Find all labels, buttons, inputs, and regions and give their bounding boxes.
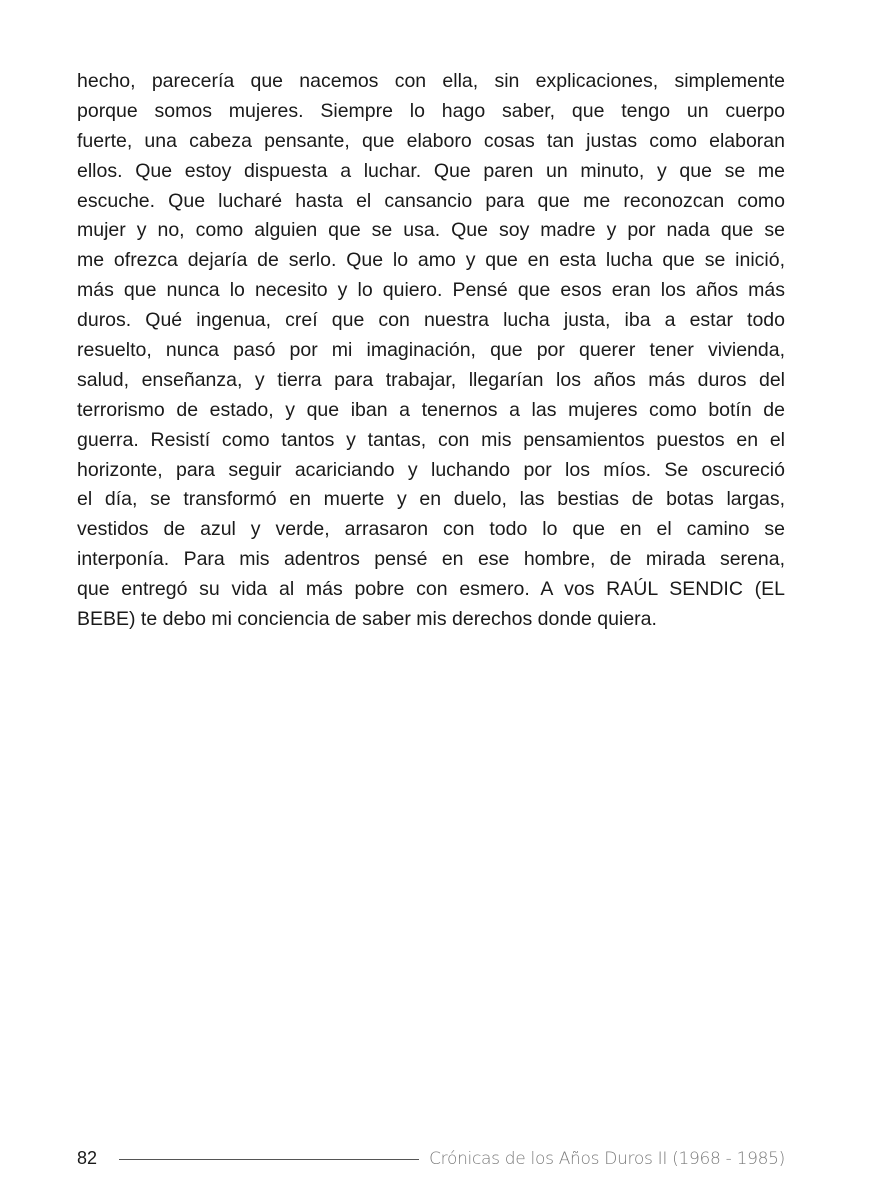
footer-divider [119, 1159, 419, 1160]
text-line: porque somos mujeres. Siempre lo hago saber, que tengo un cuerpo [77, 99, 785, 122]
text-line: terrorismo de estado, y que iban a tenernos a las mujeres como botín de [77, 398, 785, 421]
text-line: fuerte, una cabeza pensante, que elaboro cosas tan justas como elaboran [77, 129, 785, 152]
text-line: el día, se transformó en muerte y en duelo, las bestias de botas largas, [77, 488, 785, 511]
text-line: mujer y no, como alguien que se usa. Que soy madre y por nada que se [77, 219, 785, 242]
text-line: me ofrezca dejaría de serlo. Que lo amo y que en esta lucha que se inició, [77, 249, 785, 272]
page-footer [77, 1143, 785, 1173]
running-title: Crónicas de los Años Duros II (1968 - 1985) [429, 1149, 785, 1169]
text-line: ellos. Que estoy dispuesta a luchar. Que paren un minuto, y que se me [77, 159, 785, 182]
page-number: 82 [77, 1148, 98, 1168]
text-line: duros. Qué ingenua, creí que con nuestra lucha justa, iba a estar todo [77, 309, 785, 332]
text-line: hecho, parecería que nacemos con ella, sin explicaciones, simplemente [77, 70, 785, 92]
text-line: horizonte, para seguir acariciando y luchando por los míos. Se oscureció [77, 458, 785, 481]
text-line: guerra. Resistí como tantos y tantas, con mis pensamientos puestos en el [77, 428, 785, 451]
body-text [77, 67, 785, 635]
text-line-last: BEBE) te debo mi conciencia de saber mis derechos donde quiera. [77, 608, 657, 631]
text-line: interponía. Para mis adentros pensé en ese hombre, de mirada serena, [77, 548, 785, 571]
text-line: más que nunca lo necesito y lo quiero. Pensé que esos eran los años más [77, 279, 785, 302]
text-line: que entregó su vida al más pobre con esmero. A vos RAÚL SENDIC (EL [77, 578, 785, 601]
text-line: salud, enseñanza, y tierra para trabajar, llegarían los años más duros del [77, 368, 785, 391]
text-line: resuelto, nunca pasó por mi imaginación, que por querer tener vivienda, [77, 339, 785, 362]
text-line: escuche. Que lucharé hasta el cansancio para que me reconozcan como [77, 189, 785, 212]
text-line: vestidos de azul y verde, arrasaron con todo lo que en el camino se [77, 518, 785, 541]
